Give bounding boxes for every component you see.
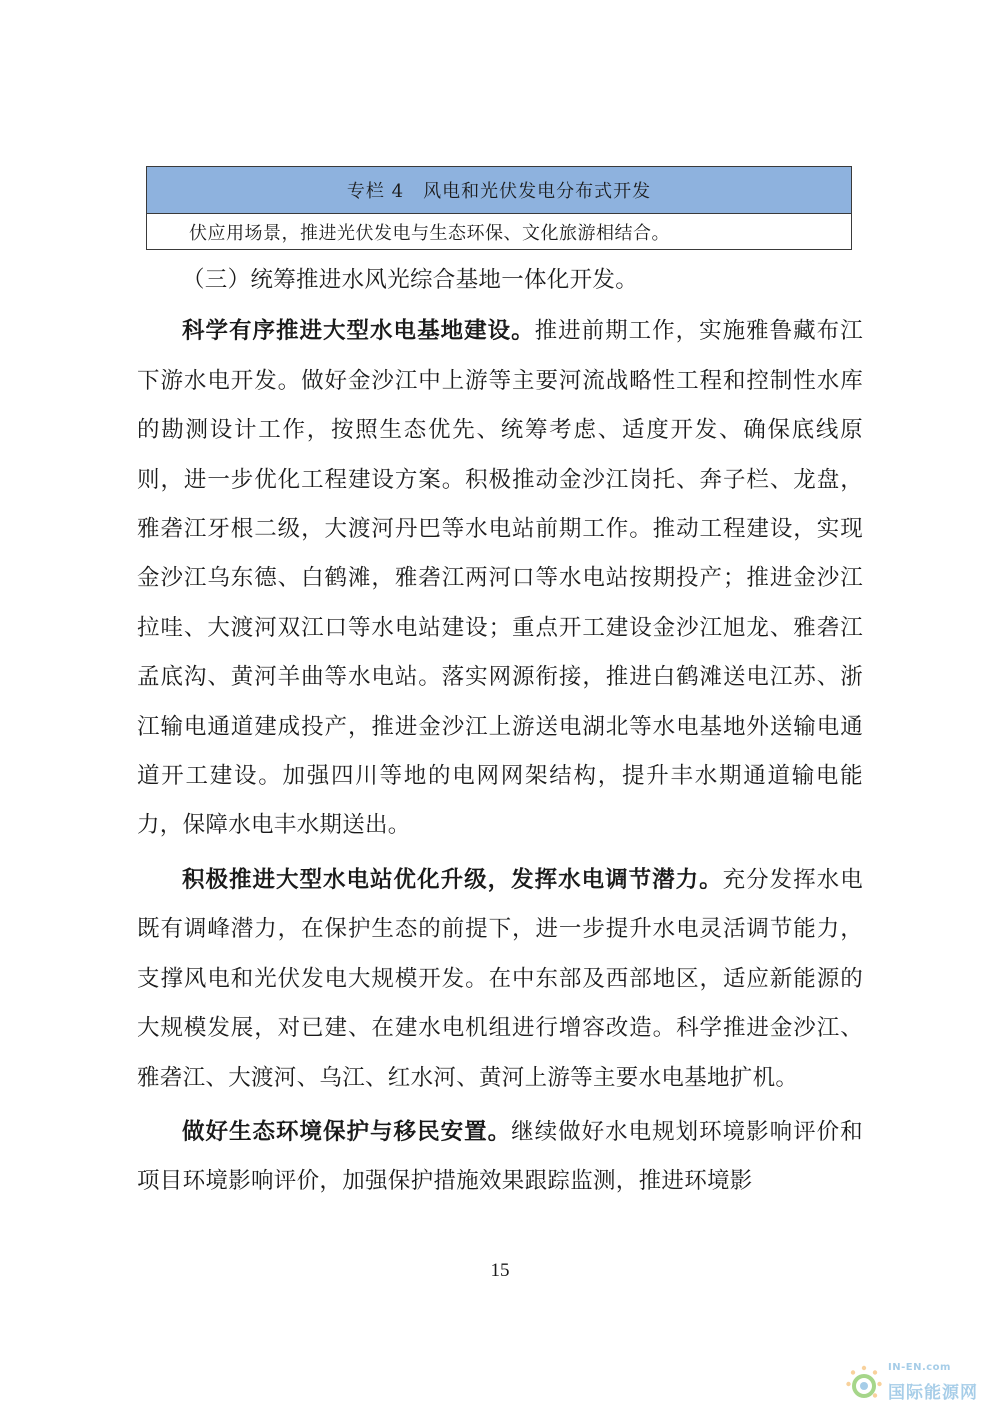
feature-box: [146, 166, 852, 250]
paragraph-hydropower-upgrade: [137, 856, 863, 1103]
paragraph-lead: 做好生态环境保护与移民安置。: [182, 1118, 512, 1145]
watermark-url: IN-EN.com: [888, 1362, 951, 1373]
paragraph-text: 充分发挥水电既有调峰潜力，在保护生态的前提下，进一步提升水电灵活调节能力，支撑风电和光伏发电大规模开发。在中东部及西部地区，适应新能源的大规模发展，对已建、在建水电机组进行增容改造。科学推进金沙江、雅砻江、大渡河、乌江、红水河、黄河上游等主要水电基地扩机。: [137, 866, 863, 1091]
page-number: 15: [490, 1260, 510, 1281]
watermark-name: 国际能源网: [888, 1383, 978, 1403]
sun-logo-icon: [844, 1364, 884, 1404]
main-content: [137, 256, 863, 1207]
paragraph-text: 推进前期工作，实施雅鲁藏布江下游水电开发。做好金沙江中上游等主要河流战略性工程和控制性水库的勘测设计工作，按照生态优先、统筹考虑、适度开发、确保底线原则，进一步优化工程建设方案。积极推动金沙江岗托、奔子栏、龙盘，雅砻江牙根二级，大渡河丹巴等水电站前期工作。推动工程建设，实现金沙江乌东德、白鹤滩，雅砻江两河口等水电站按期投产；推进金沙江拉哇、大渡河双江口等水电站建设；重点开工建设金沙江旭龙、雅砻江孟底沟、黄河羊曲等水电站。落实网源衔接，推进白鹤滩送电江苏、浙江输电通道建成投产，推进金沙江上游送电湖北等水电基地外送输电通道开工建设。加强四川等地的电网网架结构，提升丰水期通道输电能力，保障水电丰水期送出。: [137, 318, 863, 839]
feature-box-text: 伏应用场景，推进光伏发电与生态环保、文化旅游相结合。: [189, 223, 670, 244]
paragraph-hydropower-bases: [137, 307, 863, 850]
paragraph-text: 继续做好水电规划环境影响评价和项目环境影响评价，加强保护措施效果跟踪监测，推进环境影: [137, 1118, 863, 1195]
site-watermark: [842, 1356, 992, 1406]
paragraph-lead: 积极推进大型水电站优化升级，发挥水电调节潜力。: [182, 866, 723, 893]
section-heading: （三）统筹推进水风光综合基地一体化开发。: [182, 267, 639, 293]
paragraph-lead: 科学有序推进大型水电基地建设。: [182, 318, 535, 345]
feature-box-title: 专栏 4 风电和光伏发电分布式开发: [147, 167, 851, 214]
paragraph-ecology-resettlement: [137, 1108, 863, 1207]
